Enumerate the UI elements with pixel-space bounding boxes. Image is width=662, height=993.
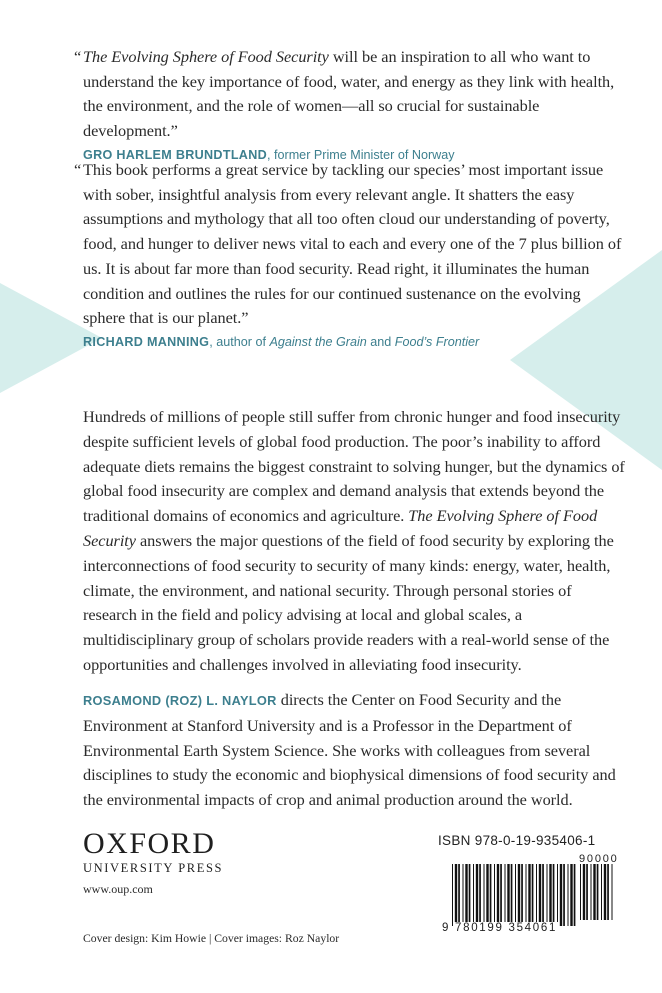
quote-body: This book performs a great service by tackling our species’ most important issue with sober, insightful analysis from every relevant angle. It shatters the easy assumptions and mythology that all too often cloud our understanding of poverty, food, and hunger to deliver news vital to each and every one of the 7 plus billion of us. It is about far more than food security. Read right, it illuminates the human condition and outlines the rules for our continued sustenance on the evolving sphere that is our planet.” xyxy=(83,160,622,328)
bio-text: directs the Center on Food Security and the Environment at Stanford University and is a Professor in the Department of Environmental Earth System Science. She works with colleagues from several disciplines to study the economic and biophysical dimensions of food security and the environmental impacts of crop and animal production around the world. xyxy=(83,690,616,810)
barcode-bar xyxy=(604,864,606,920)
description-part-1: Hundreds of millions of people still suffer from chronic hunger and food insecurity despite sufficient levels of global food production. The poor’s inability to afford adequate diets remains the biggest constraint to solving hunger, but the dynamics of global food insecurity are complex and demand analysis that extends beyond the traditional domains of economics and agriculture. xyxy=(83,407,625,526)
barcode-bar xyxy=(591,864,592,920)
barcode-bar xyxy=(532,864,534,926)
barcode-bar xyxy=(463,864,464,926)
bio-paragraph xyxy=(83,688,628,813)
attribution-name: RICHARD MANNING xyxy=(83,334,210,349)
barcode-bar xyxy=(536,864,537,926)
quote-text xyxy=(74,158,623,331)
barcode-bar xyxy=(612,864,613,920)
barcode-bar xyxy=(515,864,516,926)
barcode-bar xyxy=(500,864,502,926)
barcode-bar xyxy=(593,864,595,920)
barcode-bar xyxy=(521,864,523,926)
barcode-bar xyxy=(580,864,581,920)
barcode-bar xyxy=(549,864,551,926)
barcode-bar xyxy=(570,864,572,926)
barcode-bar xyxy=(505,864,506,926)
endorsement-quote-1 xyxy=(74,45,623,166)
quote-text xyxy=(74,45,623,144)
attribution-book-2: Food’s Frontier xyxy=(394,334,480,349)
book-description xyxy=(83,405,628,678)
description-paragraph xyxy=(83,405,628,678)
logo-sub-text: UNIVERSITY PRESS xyxy=(83,861,224,875)
barcode-bar xyxy=(526,864,527,926)
attribution-role: , former Prime Minister of Norway xyxy=(267,147,455,162)
book-title: The Evolving Sphere of Food Security xyxy=(83,47,329,66)
barcode-bar xyxy=(547,864,548,926)
logo-main-text: OXFORD xyxy=(83,827,216,860)
cover-credits: Cover design: Kim Howie | Cover images: Roz Naylor xyxy=(83,932,340,945)
barcode-bar xyxy=(528,864,530,926)
author-bio xyxy=(83,688,628,813)
open-quote-mark: “ xyxy=(74,47,82,66)
author-name: ROSAMOND (ROZ) L. NAYLOR xyxy=(83,693,277,708)
barcode-bar xyxy=(497,864,499,926)
barcode-bar xyxy=(494,864,495,926)
price-code: 90000 xyxy=(579,853,619,865)
attribution-book-1: Against the Grain xyxy=(269,334,367,349)
quote-body: will be an inspiration to all who want to understand the key importance of food, water, and energy as they link with health, the environment, and the role of women—all so crucial for sustainable development.” xyxy=(83,47,615,141)
barcode-digits: 780199 354061 xyxy=(455,922,558,934)
barcode-bar xyxy=(455,864,457,926)
barcode-bar xyxy=(560,864,562,926)
description-part-2: answers the major questions of the field of food security by exploring the interconnections of food security to security of many kinds: energy, water, health, climate, the environment, and national security. Through personal stories of research in the field and policy advising at local and global scales, a multidisciplinary group of scholars provide readers with a real-world sense of the opportunities and challenges involved in alleviating food insecurity. xyxy=(83,530,614,674)
barcode-bar xyxy=(583,864,585,920)
endorsement-quote-2 xyxy=(74,158,623,353)
barcode-bar xyxy=(574,864,576,926)
publisher-url: www.oup.com xyxy=(83,882,153,896)
barcode-bar xyxy=(511,864,513,926)
barcode-bar xyxy=(601,864,602,920)
barcode-bar xyxy=(568,864,569,926)
isbn-label: ISBN 978-0-19-935406-1 xyxy=(438,833,596,848)
barcode-bar xyxy=(507,864,509,926)
quote-attribution xyxy=(83,331,623,353)
barcode-bar xyxy=(458,864,460,926)
barcode-bar xyxy=(597,864,599,920)
barcode-bar xyxy=(557,864,558,926)
barcode-bar xyxy=(486,864,488,926)
barcode-first-digit: 9 xyxy=(442,922,449,934)
barcode-bar xyxy=(465,864,467,926)
open-quote-mark: “ xyxy=(74,160,82,179)
barcode-bar xyxy=(518,864,520,926)
barcode-bar xyxy=(479,864,481,926)
barcode-bar xyxy=(490,864,492,926)
barcode xyxy=(438,852,619,944)
attribution-role: , author of xyxy=(209,334,270,349)
barcode-bar xyxy=(607,864,609,920)
oxford-logo xyxy=(83,828,243,876)
barcode-bar xyxy=(542,864,544,926)
attribution-and: and xyxy=(366,334,395,349)
barcode-bar xyxy=(484,864,485,926)
description-book-title: The Evolving Sphere of Food Security xyxy=(83,506,598,550)
barcode-bar xyxy=(563,864,565,926)
barcode-bar xyxy=(586,864,588,920)
barcode-bar xyxy=(469,864,471,926)
barcode-bar xyxy=(553,864,555,926)
barcode-bar xyxy=(452,864,453,926)
attribution-name: GRO HARLEM BRUNDTLAND xyxy=(83,147,267,162)
barcode-bar xyxy=(476,864,478,926)
barcode-bar xyxy=(473,864,474,926)
barcode-bar xyxy=(539,864,541,926)
